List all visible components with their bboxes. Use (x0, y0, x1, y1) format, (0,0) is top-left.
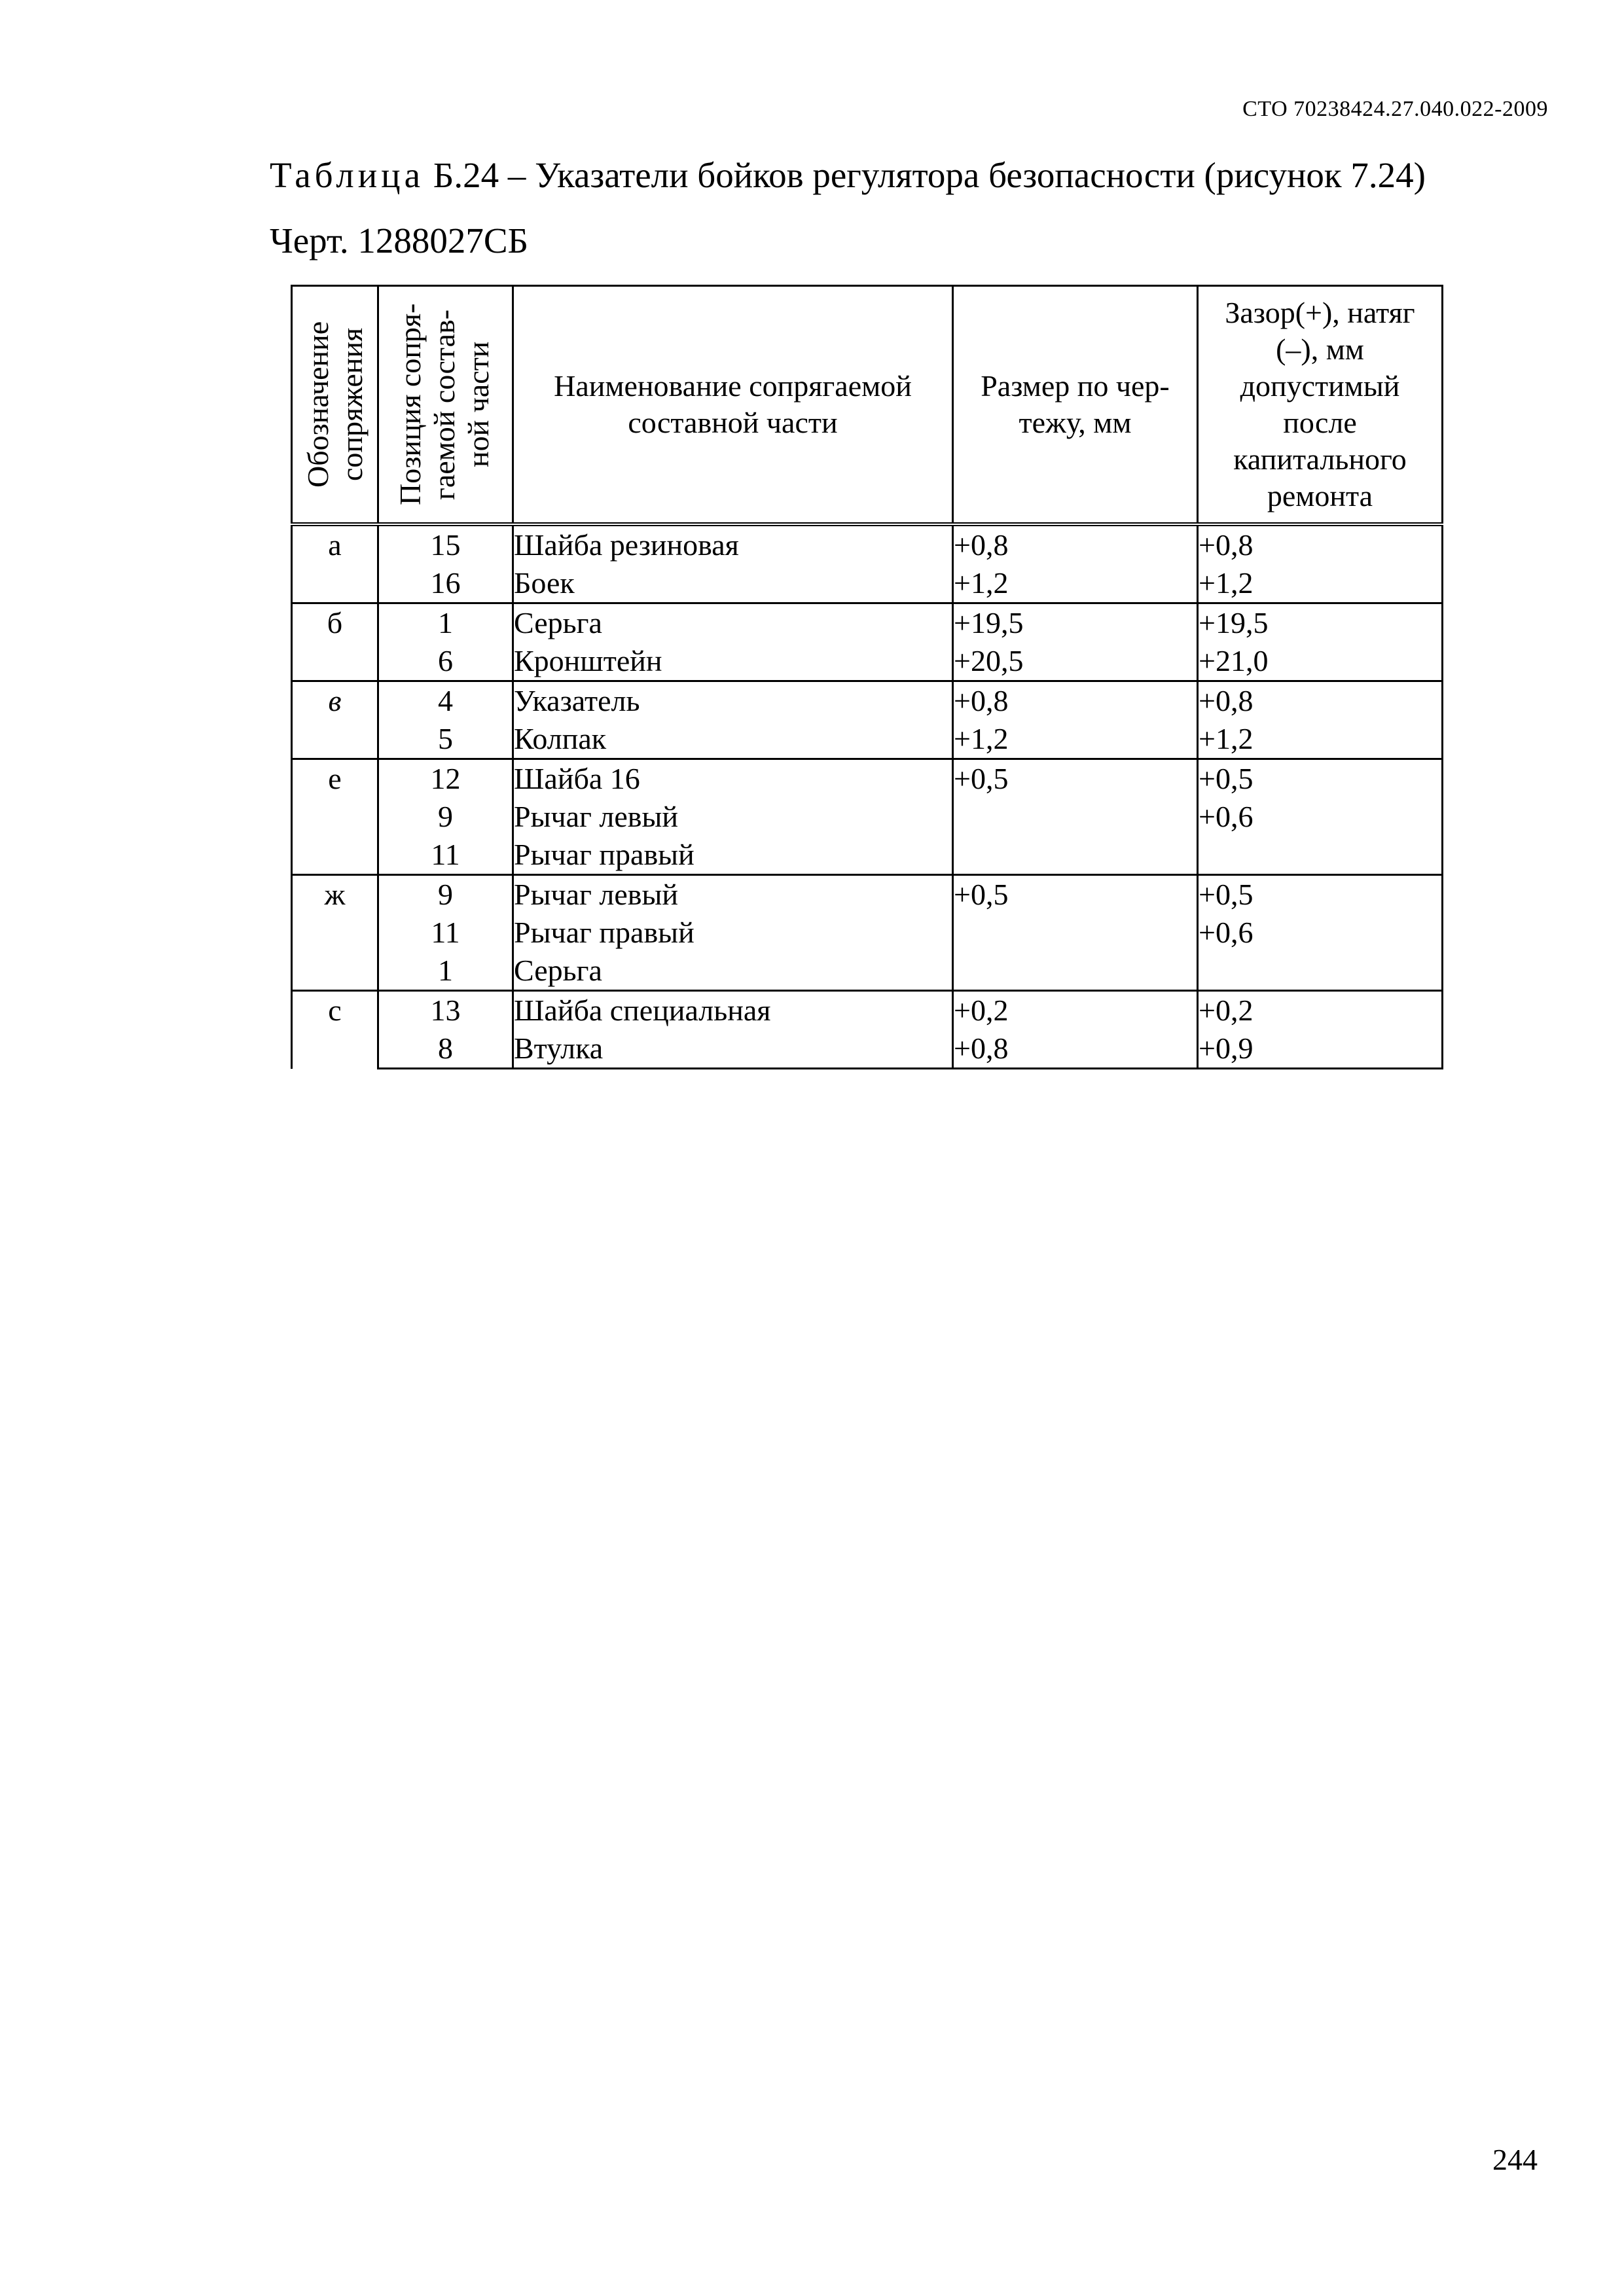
cell-name: Шайба 16 (513, 759, 953, 798)
cell-size: +1,2 (953, 564, 1198, 603)
cell-gap (1198, 952, 1443, 991)
cell-position: 11 (378, 836, 513, 875)
table-row (292, 952, 1443, 991)
cell-gap: +0,6 (1198, 798, 1443, 836)
header-mark-text: Обозначение сопряжения (300, 321, 369, 488)
cell-mark: в (292, 681, 378, 759)
table-row (292, 914, 1443, 952)
cell-size: +0,8 (953, 1030, 1198, 1069)
cell-position: 13 (378, 991, 513, 1030)
drawing-reference: Черт. 1288027СБ (270, 221, 529, 260)
cell-size: +0,8 (953, 681, 1198, 721)
header-position-text: Позиция сопря-гаемой состав-ной части (393, 303, 495, 506)
table-row (292, 798, 1443, 836)
table-title-text: Б.24 – Указатели бойков регулятора безопасности (рисунок 7.24) (424, 155, 1426, 195)
cell-gap: +1,2 (1198, 564, 1443, 603)
cell-name: Шайба специальная (513, 991, 953, 1030)
document-code: СТО 70238424.27.040.022-2009 (1242, 97, 1548, 121)
specification-table (291, 285, 1443, 1069)
cell-name: Шайба резиновая (513, 524, 953, 564)
cell-name: Рычаг левый (513, 875, 953, 914)
cell-size: +0,5 (953, 875, 1198, 914)
cell-gap (1198, 836, 1443, 875)
header-size: Размер по чер-тежу, мм (953, 286, 1198, 525)
cell-mark: а (292, 524, 378, 603)
table-title-prefix: Таблица (270, 155, 424, 195)
cell-gap: +0,9 (1198, 1030, 1443, 1069)
header-position (378, 286, 513, 525)
cell-position: 9 (378, 798, 513, 836)
table-row (292, 836, 1443, 875)
table-row (292, 991, 1443, 1030)
cell-position: 16 (378, 564, 513, 603)
table-body (292, 524, 1443, 1069)
table-row (292, 603, 1443, 643)
cell-size: +19,5 (953, 603, 1198, 643)
header-mark (292, 286, 378, 525)
cell-position: 5 (378, 720, 513, 759)
cell-name: Серьга (513, 952, 953, 991)
cell-size (953, 914, 1198, 952)
cell-name: Рычаг правый (513, 914, 953, 952)
cell-size (953, 798, 1198, 836)
cell-size (953, 836, 1198, 875)
cell-gap: +0,5 (1198, 875, 1443, 914)
cell-size: +1,2 (953, 720, 1198, 759)
cell-gap: +0,5 (1198, 759, 1443, 798)
cell-position: 11 (378, 914, 513, 952)
table-row (292, 564, 1443, 603)
table-row (292, 642, 1443, 681)
cell-size: +0,8 (953, 524, 1198, 564)
table-header-row (292, 286, 1443, 525)
cell-position: 12 (378, 759, 513, 798)
cell-position: 1 (378, 952, 513, 991)
cell-mark: ж (292, 875, 378, 991)
cell-name: Боек (513, 564, 953, 603)
header-gap: Зазор(+), натяг (–), мм допустимый после капитального ремонта (1198, 286, 1443, 525)
cell-name: Рычаг правый (513, 836, 953, 875)
table-row (292, 681, 1443, 721)
cell-gap: +1,2 (1198, 720, 1443, 759)
cell-position: 15 (378, 524, 513, 564)
cell-position: 6 (378, 642, 513, 681)
table-row (292, 759, 1443, 798)
table-row (292, 1030, 1443, 1069)
cell-gap: +0,8 (1198, 524, 1443, 564)
header-name: Наименование сопрягаемой составной части (513, 286, 953, 525)
cell-mark: с (292, 991, 378, 1069)
cell-position: 4 (378, 681, 513, 721)
cell-gap: +0,6 (1198, 914, 1443, 952)
table-row (292, 875, 1443, 914)
cell-name: Рычаг левый (513, 798, 953, 836)
cell-name: Серьга (513, 603, 953, 643)
page-number: 244 (1492, 2143, 1538, 2176)
cell-size: +20,5 (953, 642, 1198, 681)
cell-gap: +21,0 (1198, 642, 1443, 681)
cell-size (953, 952, 1198, 991)
cell-position: 8 (378, 1030, 513, 1069)
cell-mark: е (292, 759, 378, 875)
cell-name: Втулка (513, 1030, 953, 1069)
cell-size: +0,5 (953, 759, 1198, 798)
cell-gap: +0,2 (1198, 991, 1443, 1030)
cell-position: 1 (378, 603, 513, 643)
cell-gap: +19,5 (1198, 603, 1443, 643)
cell-size: +0,2 (953, 991, 1198, 1030)
cell-position: 9 (378, 875, 513, 914)
table-row (292, 720, 1443, 759)
cell-mark: б (292, 603, 378, 681)
table-row (292, 524, 1443, 564)
cell-name: Колпак (513, 720, 953, 759)
cell-gap: +0,8 (1198, 681, 1443, 721)
table-title (270, 154, 1426, 196)
cell-name: Кронштейн (513, 642, 953, 681)
cell-name: Указатель (513, 681, 953, 721)
